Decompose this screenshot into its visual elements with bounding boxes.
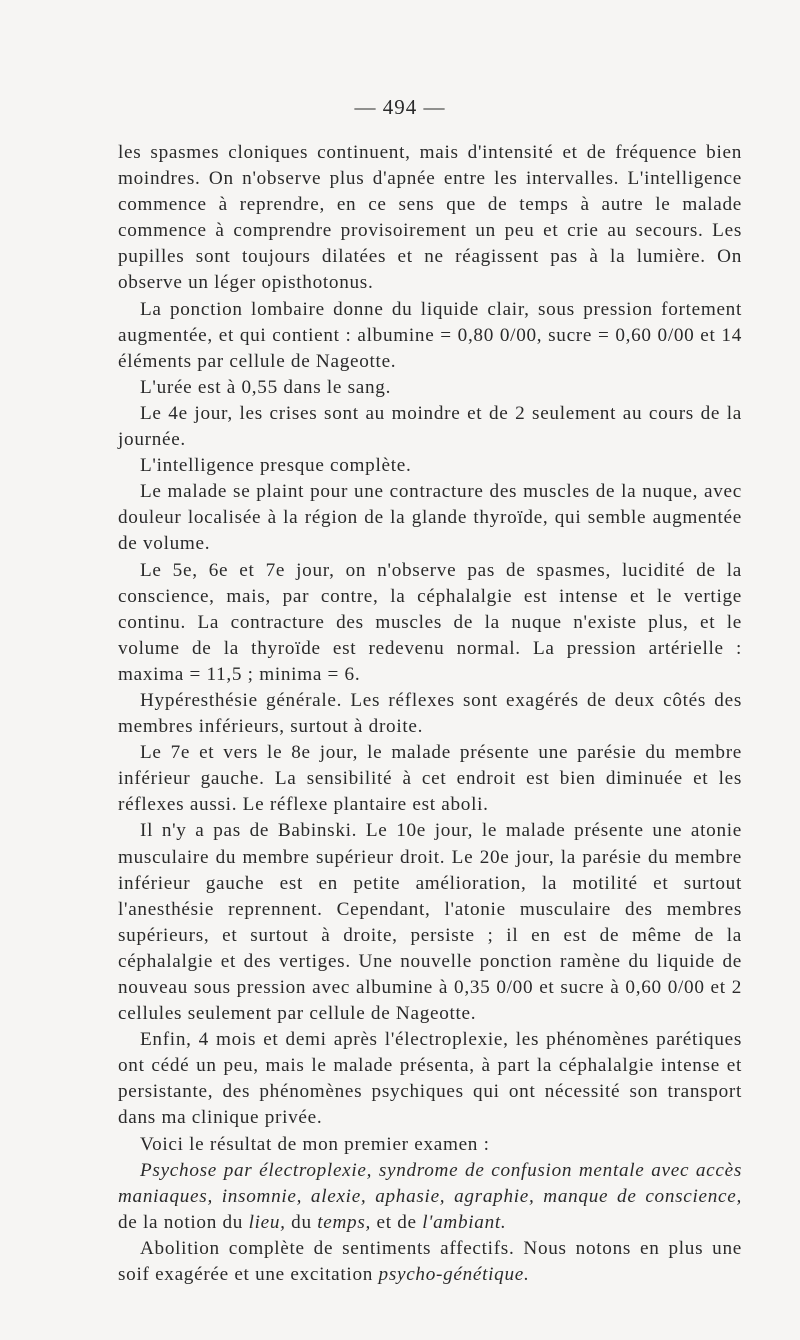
final-paragraph: [118, 1236, 742, 1288]
paragraph: Voici le résultat de mon premier examen :: [140, 1133, 490, 1155]
paragraph: les spasmes cloniques continuent, mais d'intensité et de fréquence bien moindres. On n'observe plus d'apnée entre les intervalles. L'intelligence commence à reprendre, en ce sens que de temps à autre le malade commence à comprendre provisoirement un peu et crie au secours. Les pupilles sont toujours dilatées et ne réagissent pas à la lumière. On observe un léger opisthotonus.: [118, 142, 742, 294]
body-text: [118, 140, 742, 1288]
paragraph: Le malade se plaint pour une contracture des muscles de la nuque, avec douleur localisée à la région de la glande thyroïde, qui semble augmentée de volume.: [118, 481, 742, 555]
paragraph: L'intelligence presque complète.: [140, 455, 412, 477]
paragraph: Le 7e et vers le 8e jour, le malade présente une parésie du membre inférieur gauche. La sensibilité à cet endroit est bien diminuée et les réflexes aussi. Le réflexe plantaire est aboli.: [118, 742, 742, 816]
paragraph: Il n'y a pas de Babinski. Le 10e jour, le malade présente une atonie musculaire du membre supérieur droit. Le 20e jour, la parésie du membre inférieur gauche est en petite amélioration, la motilité et surtout l'anesthésie reprennent. Cependant, l'atonie musculaire des membres supérieurs, et surtout à droite, persiste ; il en est de même de la céphalalgie et des vertiges. Une nouvelle ponction ramène du liquide de nouveau sous pression avec albumine à 0,35 0/00 et sucre à 0,60 0/00 et 2 cellules seulement par cellule de Nageotte.: [118, 820, 742, 1025]
diagnosis-italic: temps,: [317, 1211, 372, 1233]
paragraph: Le 4e jour, les crises sont au moindre et de 2 seulement au cours de la journée.: [118, 402, 742, 451]
page-number: — 494 —: [354, 95, 446, 119]
diagnosis-paragraph: [118, 1158, 742, 1236]
final-text: Abolition complète de sentiments affectifs. Nous notons en plus une soif exagérée et une excitation: [118, 1237, 742, 1286]
diagnosis-text: de la notion du: [118, 1211, 249, 1233]
diagnosis-text: du: [285, 1211, 318, 1233]
paragraph: Le 5e, 6e et 7e jour, on n'observe pas de spasmes, lucidité de la conscience, mais, par contre, la céphalalgie est intense et le vertige continu. La contracture des muscles de la nuque n'existe plus, et le volume de la thyroïde est redevenu normal. La pression artérielle : maxima = 11,5 ; minima = 6.: [118, 559, 742, 685]
diagnosis-italic: l'ambiant.: [422, 1211, 507, 1233]
final-italic: psycho-génétique.: [378, 1264, 530, 1286]
paragraph: La ponction lombaire donne du liquide clair, sous pression fortement augmentée, et qui contient : albumine = 0,80 0/00, sucre = 0,60 0/00 et 14 éléments par cellule de Nageotte.: [118, 298, 742, 372]
paragraph: Hypéresthésie générale. Les réflexes sont exagérés de deux côtés des membres inférieurs, surtout à droite.: [118, 689, 742, 738]
paragraph: L'urée est à 0,55 dans le sang.: [140, 376, 392, 398]
paragraph: Enfin, 4 mois et demi après l'électroplexie, les phénomènes parétiques ont cédé un peu, mais le malade présenta, à part la céphalalgie intense et persistante, des phénomènes psychiques qui ont nécessité son transport dans ma clinique privée.: [118, 1029, 742, 1129]
diagnosis-italic: lieu,: [248, 1211, 286, 1233]
diagnosis-italic: Psychose par électroplexie, syndrome de confusion mentale avec accès maniaques, insomnie, alexie, aphasie, agraphie, manque de conscience,: [118, 1159, 742, 1207]
diagnosis-text: et de: [371, 1211, 423, 1233]
